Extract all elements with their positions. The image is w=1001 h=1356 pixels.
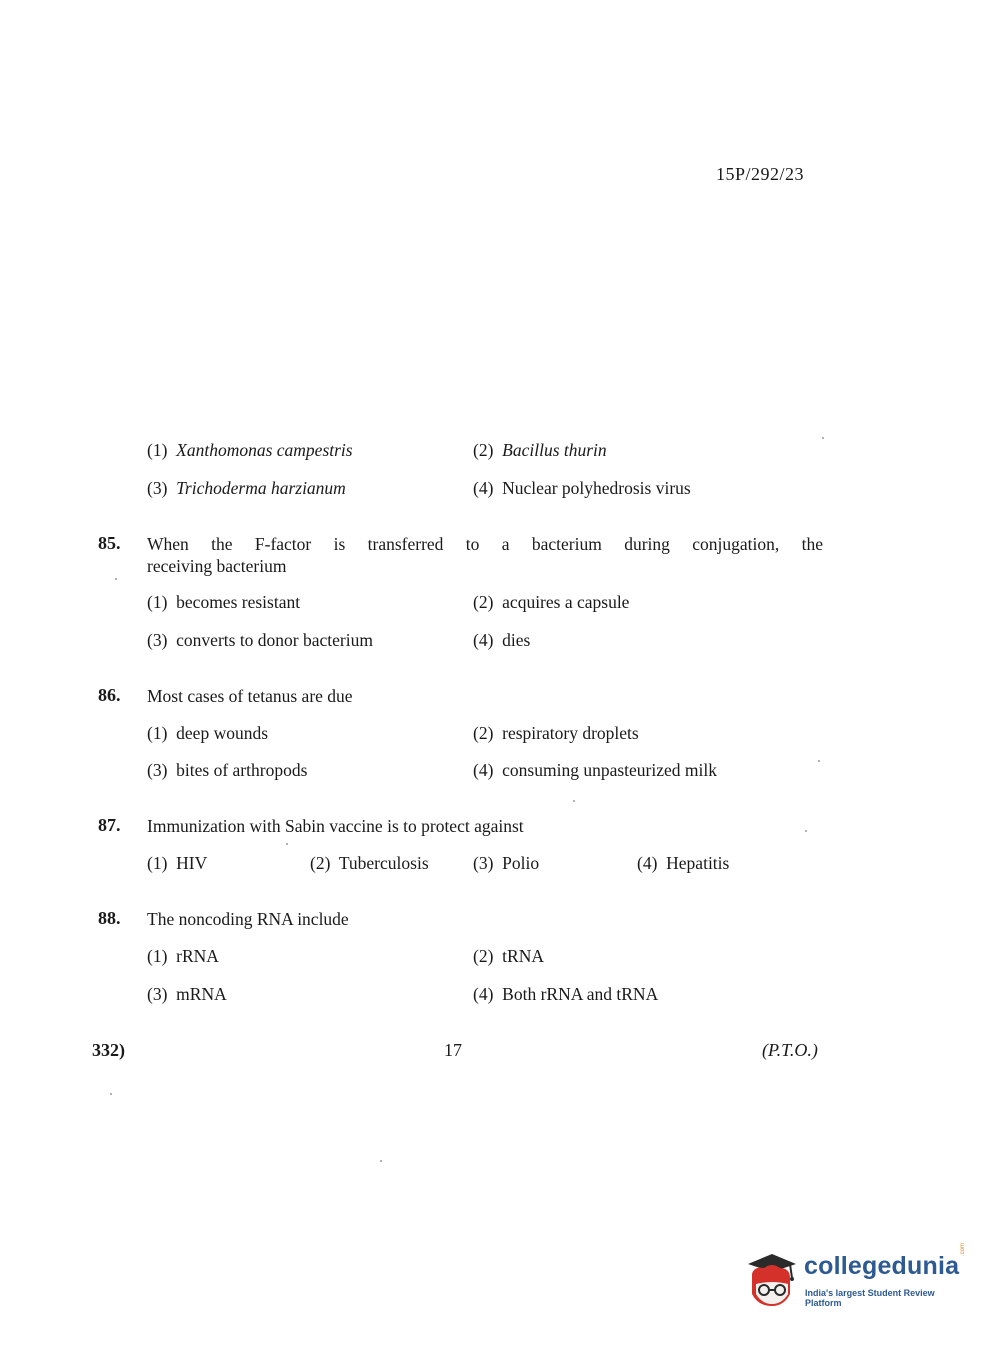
q84-option-2	[473, 440, 607, 461]
option-number: (4)	[473, 630, 494, 650]
option-number: (2)	[310, 853, 331, 873]
option-number: (1)	[147, 853, 168, 873]
logo-tagline: India's largest Student Review Platform	[805, 1288, 935, 1308]
option-text: becomes resistant	[176, 592, 301, 612]
question-text-87: Immunization with Sabin vaccine is to protect against	[147, 816, 524, 836]
scan-speck	[286, 843, 288, 845]
option-text: respiratory droplets	[502, 723, 639, 743]
option-number: (1)	[147, 440, 168, 460]
option-number: (2)	[473, 723, 494, 743]
question-text-85-line1: When the F-factor is transferred to a bacterium during conjugation, the	[147, 534, 823, 554]
option-number: (4)	[473, 760, 494, 780]
option-text: deep wounds	[176, 723, 269, 743]
option-text: Hepatitis	[666, 853, 730, 873]
option-text: converts to donor bacterium	[176, 630, 373, 650]
q88-option-1	[147, 946, 219, 967]
option-text: Trichoderma harzianum	[176, 478, 346, 498]
option-number: (3)	[147, 630, 168, 650]
option-text: Both rRNA and tRNA	[502, 984, 659, 1004]
q86-option-3	[147, 760, 307, 781]
q84-option-4	[473, 478, 691, 499]
question-text-88: The noncoding RNA include	[147, 909, 349, 929]
q88-option-3	[147, 984, 227, 1005]
q85-option-2	[473, 592, 629, 613]
q87-option-4	[637, 853, 729, 874]
q87-option-3	[473, 853, 539, 874]
q87-option-1	[147, 853, 207, 874]
question-text-86: Most cases of tetanus are due	[147, 686, 353, 706]
option-text: Polio	[502, 853, 540, 873]
question-number-87: 87.	[98, 815, 121, 835]
question-number-85: 85.	[98, 533, 121, 553]
option-text: rRNA	[176, 946, 219, 966]
q86-option-4	[473, 760, 717, 781]
option-text: Tuberculosis	[338, 853, 429, 873]
option-number: (3)	[473, 853, 494, 873]
q88-option-2	[473, 946, 544, 967]
q86-option-1	[147, 723, 268, 744]
option-number: (3)	[147, 760, 168, 780]
option-text: Nuclear polyhedrosis virus	[502, 478, 691, 498]
scan-speck	[380, 1160, 382, 1162]
page-number: 17	[444, 1040, 462, 1060]
q86-option-2	[473, 723, 639, 744]
option-number: (3)	[147, 984, 168, 1004]
question-number-88: 88.	[98, 908, 121, 928]
q85-option-4	[473, 630, 530, 651]
footer-code: 332)	[92, 1040, 125, 1060]
scan-speck	[573, 800, 575, 802]
scan-speck	[115, 578, 117, 580]
option-text: consuming unpasteurized milk	[502, 760, 717, 780]
mascot-icon	[742, 1250, 802, 1312]
option-number: (2)	[473, 440, 494, 460]
question-text-85-line2: receiving bacterium	[147, 556, 287, 576]
q84-option-3	[147, 478, 346, 499]
scan-speck	[822, 437, 824, 439]
option-number: (1)	[147, 723, 168, 743]
option-number: (2)	[473, 946, 494, 966]
option-text: Xanthomonas campestris	[176, 440, 353, 460]
option-text: mRNA	[176, 984, 227, 1004]
option-text: acquires a capsule	[502, 592, 630, 612]
option-text: tRNA	[502, 946, 544, 966]
logo-com: .com	[960, 1242, 966, 1256]
option-number: (1)	[147, 592, 168, 612]
q84-option-1	[147, 440, 353, 461]
q88-option-4	[473, 984, 658, 1005]
pto-label: (P.T.O.)	[762, 1040, 818, 1060]
q87-option-2	[310, 853, 429, 874]
paper-code: 15P/292/23	[716, 164, 805, 184]
option-number: (4)	[473, 478, 494, 498]
option-text: HIV	[176, 853, 208, 873]
option-number: (3)	[147, 478, 168, 498]
question-number-86: 86.	[98, 685, 121, 705]
scan-speck	[805, 830, 807, 832]
option-number: (4)	[637, 853, 658, 873]
scan-speck	[110, 1093, 112, 1095]
q85-option-3	[147, 630, 373, 651]
option-text: bites of arthropods	[176, 760, 308, 780]
scan-speck	[818, 760, 820, 762]
collegedunia-logo	[742, 1242, 972, 1312]
option-text: Bacillus thurin	[502, 440, 607, 460]
option-text: dies	[502, 630, 531, 650]
option-number: (1)	[147, 946, 168, 966]
option-number: (4)	[473, 984, 494, 1004]
option-number: (2)	[473, 592, 494, 612]
logo-wordmark: collegedunia	[804, 1252, 960, 1280]
q85-option-1	[147, 592, 300, 613]
